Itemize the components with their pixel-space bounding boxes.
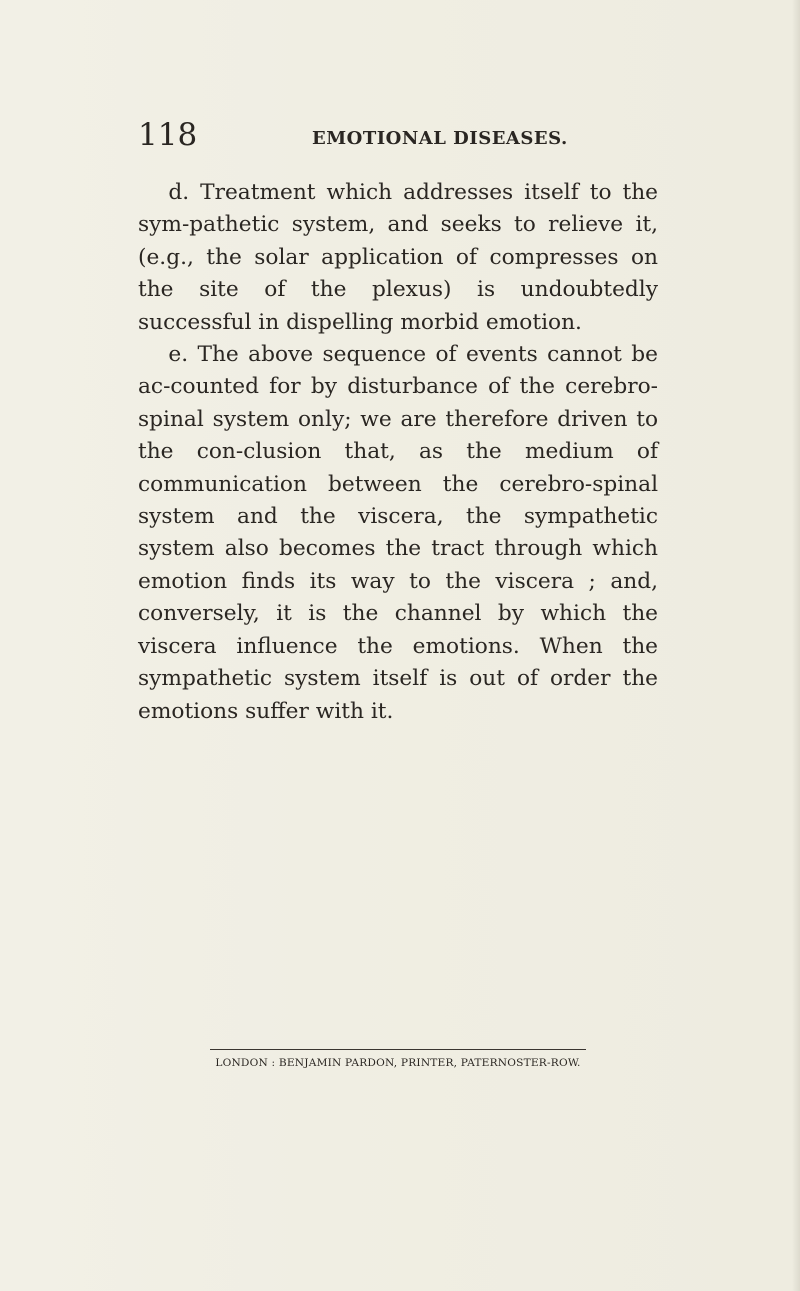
running-head: EMOTIONAL DISEASES. xyxy=(312,128,568,149)
page-edge-shadow xyxy=(792,0,800,1291)
footer-rule xyxy=(210,1049,586,1050)
body-text xyxy=(138,177,658,728)
paragraph-e: e. The above sequence of events cannot be ac-counted for by disturbance of the cerebro-spinal system only; we are therefore driven to the con-clusion that, as the medium of communication between the cerebro-spinal system and the viscera, the sympathetic system also becomes the tract through which emotion finds its way to the viscera ; and, conversely, it is the channel by which the viscera influence the emotions. When the sympathetic system itself is out of order the emotions suffer with it. xyxy=(138,342,658,724)
paragraph-d: d. Treatment which addresses itself to the sym-pathetic system, and seeks to relieve it, (e.g., the solar application of compresses on the site of the plexus) is undoubtedly successful in dispelling morbid emotion. xyxy=(138,180,658,335)
page-number: 118 xyxy=(138,117,198,153)
page-header xyxy=(138,118,658,158)
printer-imprint: LONDON : BENJAMIN PARDON, PRINTER, PATERNOSTER-ROW. xyxy=(215,1057,581,1069)
